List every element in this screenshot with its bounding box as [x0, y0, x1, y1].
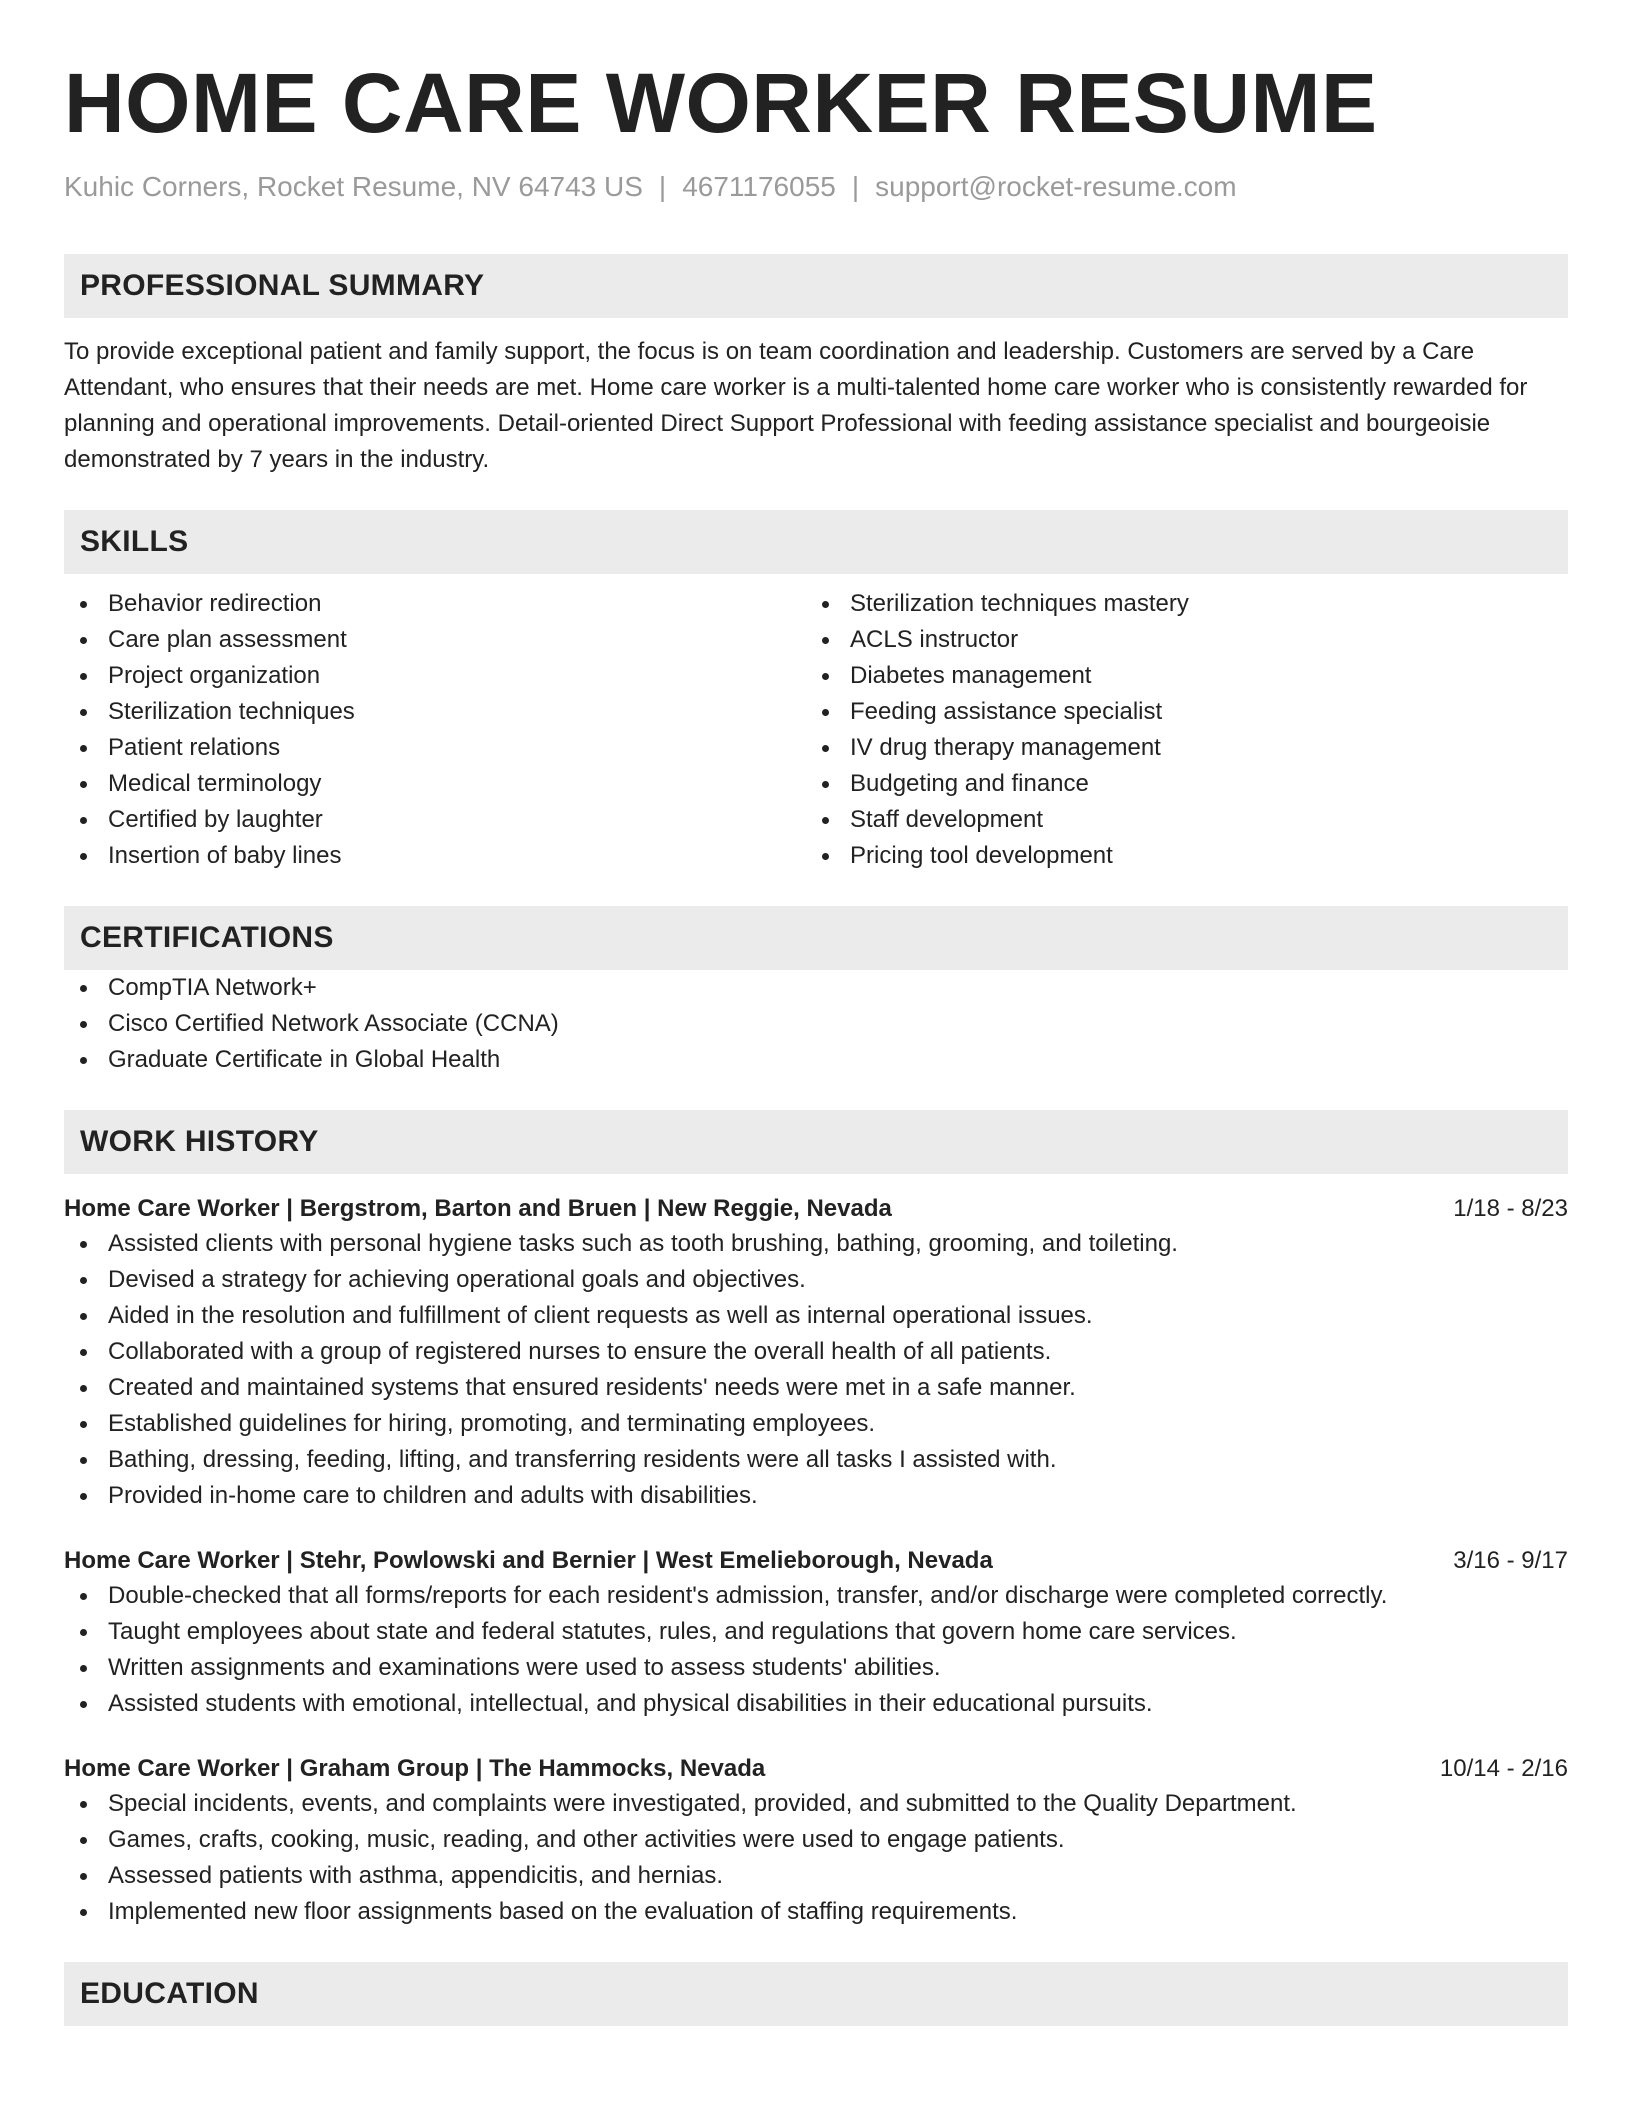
job-dates: 10/14 - 2/16: [1439, 1755, 1568, 1782]
skill-item: Certified by laughter: [64, 802, 806, 838]
skills-list: [64, 586, 1568, 874]
skill-item: Sterilization techniques mastery: [806, 586, 1548, 622]
job-duty: Special incidents, events, and complaints were investigated, provided, and submitted to the Quality Department.: [64, 1786, 1568, 1822]
job-title: Home Care Worker | Bergstrom, Barton and Bruen | New Reggie, Nevada: [64, 1195, 892, 1222]
job-duties: [64, 1786, 1568, 1930]
job-duty: Assessed patients with asthma, appendicitis, and hernias.: [64, 1858, 1568, 1894]
section-heading: PROFESSIONAL SUMMARY: [80, 269, 485, 302]
job-header: [64, 1192, 1568, 1226]
section-heading: CERTIFICATIONS: [80, 921, 334, 954]
job-entry: [64, 1752, 1568, 1930]
section-header-work-history: [64, 1110, 1568, 1174]
job-duty: Games, crafts, cooking, music, reading, and other activities were used to engage patients.: [64, 1822, 1568, 1858]
contact-address: Kuhic Corners, Rocket Resume, NV 64743 US: [64, 171, 643, 202]
contact-line: [64, 170, 1568, 204]
contact-email: support@rocket-resume.com: [875, 171, 1237, 202]
skill-item: Insertion of baby lines: [64, 838, 806, 874]
job-entry: [64, 1192, 1568, 1514]
job-duty: Taught employees about state and federal statutes, rules, and regulations that govern home care services.: [64, 1614, 1568, 1650]
job-duty: Implemented new floor assignments based on the evaluation of staffing requirements.: [64, 1894, 1568, 1930]
job-header: [64, 1752, 1568, 1786]
job-duty: Assisted clients with personal hygiene tasks such as tooth brushing, bathing, grooming, and toileting.: [64, 1226, 1568, 1262]
job-duties: [64, 1226, 1568, 1514]
section-header-certifications: [64, 906, 1568, 970]
contact-separator: |: [851, 171, 860, 202]
certification-item: Graduate Certificate in Global Health: [64, 1042, 1568, 1078]
job-header: [64, 1544, 1568, 1578]
skill-item: Patient relations: [64, 730, 806, 766]
certifications-list: [64, 970, 1568, 1078]
skills-column-left: [64, 586, 806, 874]
job-duty: Created and maintained systems that ensured residents' needs were met in a safe manner.: [64, 1370, 1568, 1406]
skill-item: ACLS instructor: [806, 622, 1548, 658]
job-title: Home Care Worker | Stehr, Powlowski and Bernier | West Emelieborough, Nevada: [64, 1547, 993, 1574]
skill-item: Budgeting and finance: [806, 766, 1548, 802]
job-duty: Established guidelines for hiring, promoting, and terminating employees.: [64, 1406, 1568, 1442]
section-header-summary: [64, 254, 1568, 318]
summary-text: To provide exceptional patient and family support, the focus is on team coordination and leadership. Customers are served by a Care Attendant, who ensures that their needs are met. Home care worker is a multi-talented home care worker who is consistently rewarded for planning and operational improvements. Detail-oriented Direct Support Professional with feeding assistance specialist and bourgeoisie demonstrated by 7 years in the industry.: [64, 338, 1528, 473]
section-heading: SKILLS: [80, 525, 189, 558]
job-duty: Written assignments and examinations were used to assess students' abilities.: [64, 1650, 1568, 1686]
skill-item: Sterilization techniques: [64, 694, 806, 730]
section-header-education: [64, 1962, 1568, 2026]
skill-item: IV drug therapy management: [806, 730, 1548, 766]
resume-title: HOME CARE WORKER RESUME: [64, 56, 1378, 150]
job-dates: 3/16 - 9/17: [1453, 1547, 1568, 1574]
job-duty: Collaborated with a group of registered nurses to ensure the overall health of all patients.: [64, 1334, 1568, 1370]
job-duty: Devised a strategy for achieving operational goals and objectives.: [64, 1262, 1568, 1298]
job-duty: Aided in the resolution and fulfillment of client requests as well as internal operational issues.: [64, 1298, 1568, 1334]
section-header-skills: [64, 510, 1568, 574]
contact-phone: 4671176055: [682, 171, 836, 202]
certification-item: CompTIA Network+: [64, 970, 1568, 1006]
job-duty: Assisted students with emotional, intellectual, and physical disabilities in their educational pursuits.: [64, 1686, 1568, 1722]
contact-separator: |: [658, 171, 667, 202]
job-dates: 1/18 - 8/23: [1453, 1195, 1568, 1222]
job-duty: Double-checked that all forms/reports for each resident's admission, transfer, and/or discharge were completed correctly.: [64, 1578, 1568, 1614]
skills-column-right: [806, 586, 1548, 874]
job-entry: [64, 1544, 1568, 1722]
skill-item: Pricing tool development: [806, 838, 1548, 874]
job-duty: Provided in-home care to children and adults with disabilities.: [64, 1478, 1568, 1514]
section-heading: WORK HISTORY: [80, 1125, 319, 1158]
skill-item: Behavior redirection: [64, 586, 806, 622]
skill-item: Diabetes management: [806, 658, 1548, 694]
skill-item: Staff development: [806, 802, 1548, 838]
certification-item: Cisco Certified Network Associate (CCNA): [64, 1006, 1568, 1042]
skill-item: Feeding assistance specialist: [806, 694, 1548, 730]
job-title: Home Care Worker | Graham Group | The Hammocks, Nevada: [64, 1755, 766, 1782]
job-duties: [64, 1578, 1568, 1722]
skill-item: Care plan assessment: [64, 622, 806, 658]
job-duty: Bathing, dressing, feeding, lifting, and transferring residents were all tasks I assisted with.: [64, 1442, 1568, 1478]
skill-item: Medical terminology: [64, 766, 806, 802]
section-heading: EDUCATION: [80, 1977, 259, 2010]
skill-item: Project organization: [64, 658, 806, 694]
